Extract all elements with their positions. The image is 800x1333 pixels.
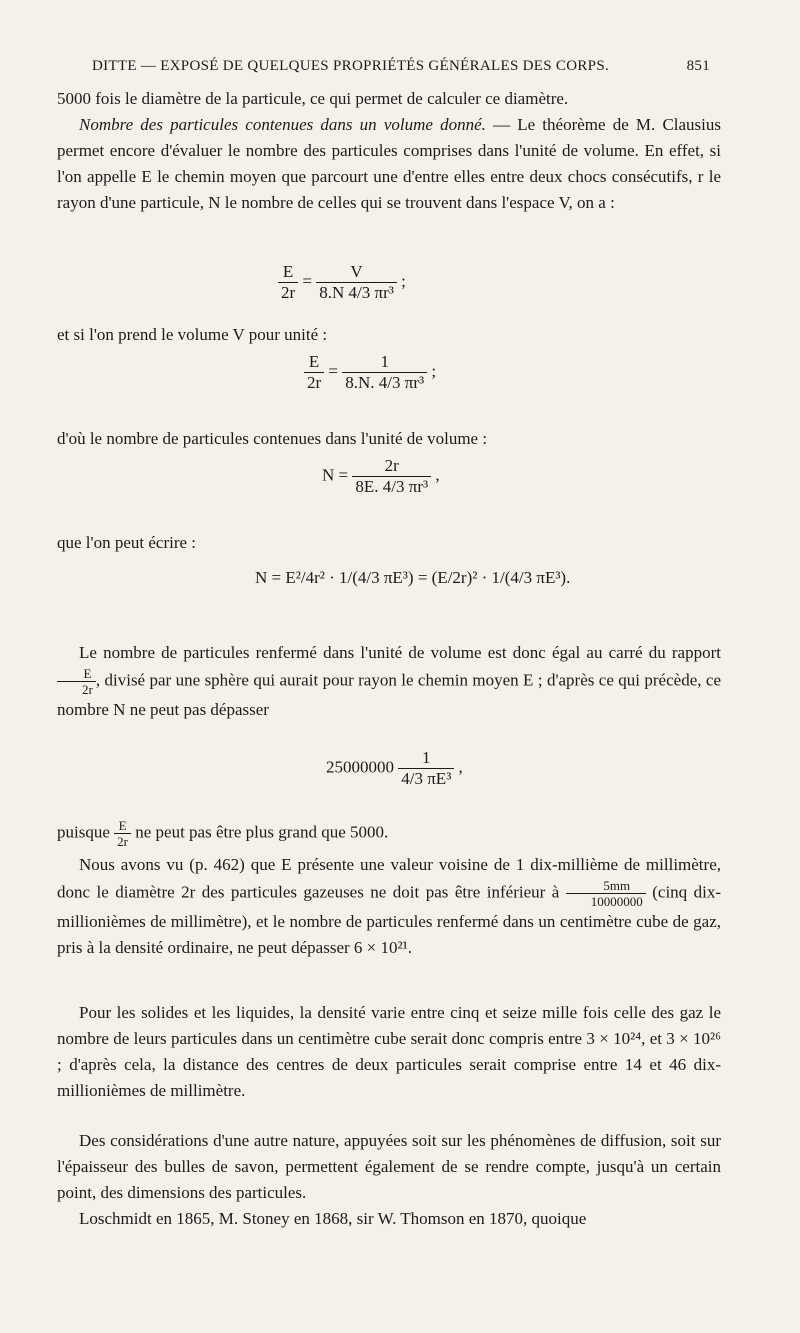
inline-5mm: $\frac{5mm}{10000000}$ xyxy=(566,878,646,909)
paragraph-5: que l'on peut écrire : xyxy=(57,533,197,552)
paragraph-11: Loschmidt en 1865, M. Stoney en 1868, sir W. Thomson en 1870, quoique xyxy=(79,1209,587,1228)
equation-2: $\frac{E}{2r}$ = $\frac{1}{\text{8.N. 4/3 πr³}}$ ; xyxy=(304,352,436,393)
paragraph-6: Le nombre de particules renfermé dans l'unité de volume est donc égal au carré du rapport $\frac{E}{2r}$ , divisé par une sphère qui aurait pour rayon le chemin moyen E ; d'après ce qui précède, ce nombre N ne peut pas dépasser xyxy=(57,643,721,719)
section-title: Nombre des particules contenues dans un volume donné. xyxy=(79,115,486,134)
page-number: 851 xyxy=(686,58,710,74)
equation-1: $\frac{E}{2r}$ = $\frac{V}{\text{8.N 4/3 πr³}}$ ; xyxy=(278,262,406,303)
paragraph-8: Nous avons vu (p. 462) que E présente une valeur voisine de 1 dix-millième de millimètre, donc le diamètre 2r des particules gazeuses ne doit pas être inférieur à $\frac{5mm}{10000000}$ (cinq dix-millionièmes de millimètre), et le nombre de particules renfermé dans un centimètre cube de gaz, pris à la densité ordinaire, ne peut dépasser 6 × 10²¹. xyxy=(57,855,722,957)
inline-ratio: $\frac{E}{2r}$ xyxy=(57,666,96,697)
paragraph-3: et si l'on prend le volume V pour unité : xyxy=(57,325,328,344)
paragraph-1: 5000 fois le diamètre de la particule, ce qui permet de calculer ce diamètre. xyxy=(57,89,569,108)
inline-ratio-2: $\frac{E}{2r}$ xyxy=(114,818,131,849)
paragraph-2: Nombre des particules contenues dans un volume donné. — Le théorème de M. Clausius permet encore d'évaluer le nombre des particules comprises dans l'unité de volume. En effet, si l'on appelle E le chemin moyen que parcourt une d'entre elles entre deux chocs consécutifs, r le rayon d'une particule, N le nombre de celles qui se trouvent dans l'espace V, on a : xyxy=(57,115,722,212)
equation-4: N = E²/4r² · 1/(4/3 πE³) = (E/2r)² · 1/(4/3 πE³). xyxy=(255,568,571,587)
paragraph-7: puisque $\frac{E}{2r}$ ne peut pas être plus grand que 5000. xyxy=(57,818,389,849)
paragraph-10: Des considérations d'une autre nature, appuyées soit sur les phénomènes de diffusion, soit sur l'épaisseur des bulles de savon, permettent également de se rendre compte, jusqu'à un certain point, des dimensions des particules. xyxy=(57,1131,721,1202)
paragraph-9: Pour les solides et les liquides, la densité varie entre cinq et seize mille fois celle des gaz le nombre de leurs particules dans un centimètre cube serait donc compris entre 3 × 10²⁴, et 3 × 10²⁶ ; d'après cela, la distance des centres de deux particules serait comprise entre 14 et 46 dix-millionièmes de millimètre. xyxy=(57,1003,721,1100)
equation-3: N = $\frac{2r}{\text{8E. 4/3 πr³}}$ , xyxy=(322,456,440,496)
running-head: DITTE — EXPOSÉ DE QUELQUES PROPRIÉTÉS GÉNÉRALES DES CORPS. xyxy=(92,58,610,74)
equation-5: 25000000 $\frac{1}{\text{4/3 πE³}}$ , xyxy=(326,748,463,788)
paragraph-4: d'où le nombre de particules contenues dans l'unité de volume : xyxy=(57,429,488,448)
